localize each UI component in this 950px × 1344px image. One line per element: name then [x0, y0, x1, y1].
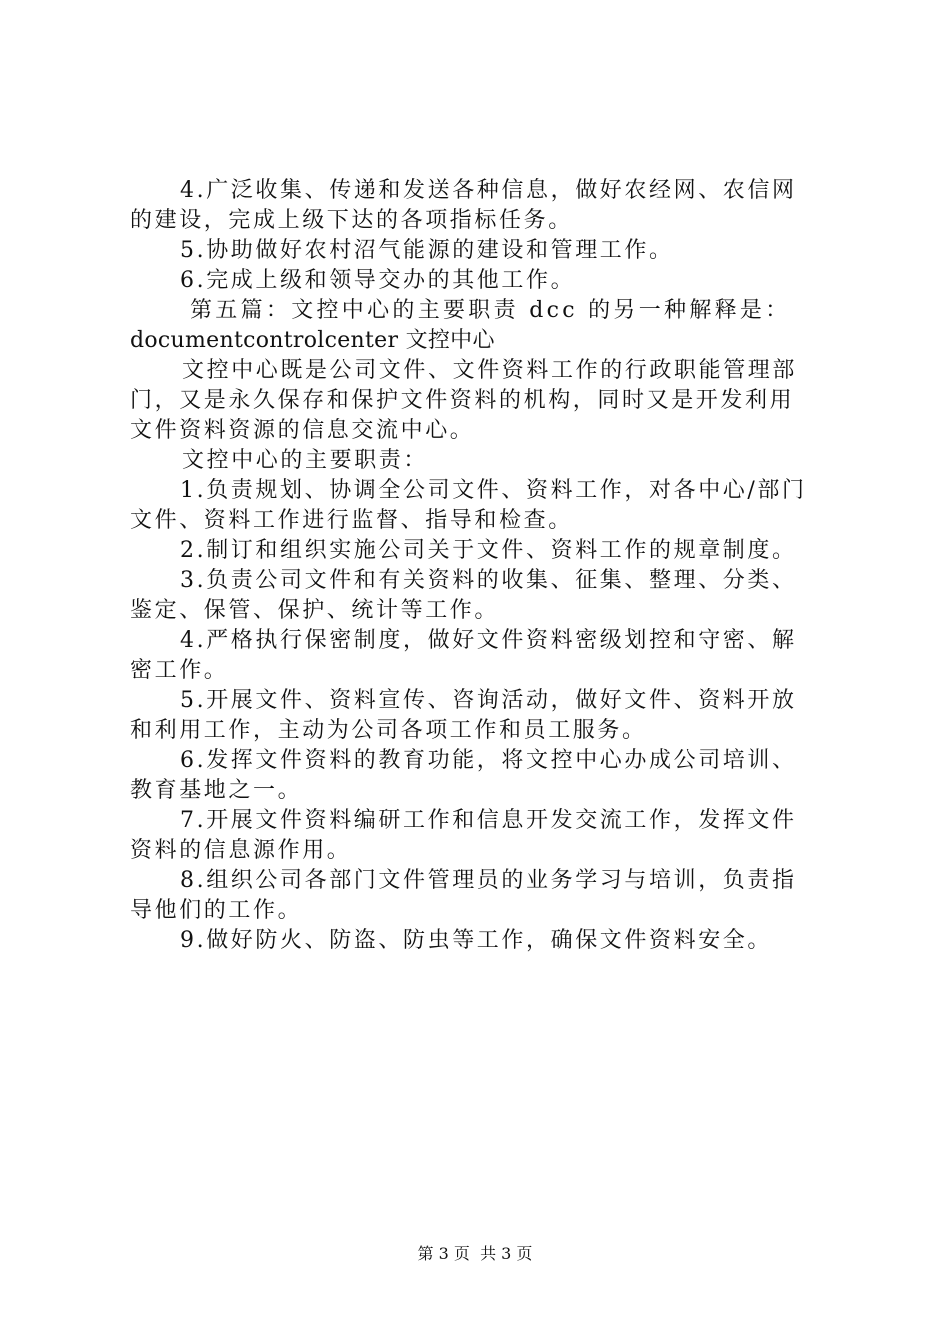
- text-line: 密工作。: [130, 658, 229, 683]
- text-line: 文控中心既是公司文件、文件资料工作的行政职能管理部: [182, 358, 798, 383]
- text-line: 教育基地之一。: [130, 778, 303, 803]
- text-line: 资料的信息源作用。: [130, 838, 352, 863]
- text-line: 的建设，完成上级下达的各项指标任务。: [130, 208, 573, 233]
- text-line: 8.组织公司各部门文件管理员的业务学习与培训，负责指: [180, 868, 797, 893]
- page-footer: [0, 1243, 950, 1265]
- text-line: 9.做好防火、防盗、防虫等工作，确保文件资料安全。: [180, 928, 772, 953]
- text-line: 文件、资料工作进行监督、指导和检查。: [130, 508, 573, 533]
- text-line: 1.负责规划、协调全公司文件、资料工作，对各中心/部门: [180, 478, 807, 503]
- text-line: 和利用工作，主动为公司各项工作和员工服务。: [130, 718, 647, 743]
- text-line: 7.开展文件资料编研工作和信息开发交流工作，发挥文件: [180, 808, 797, 833]
- text-line: 6.发挥文件资料的教育功能，将文控中心办成公司培训、: [180, 748, 797, 773]
- document-body: [130, 176, 830, 956]
- text-line: 5.协助做好农村沼气能源的建设和管理工作。: [180, 238, 674, 263]
- text-line: 6.完成上级和领导交办的其他工作。: [180, 268, 576, 293]
- text-line: 导他们的工作。: [130, 898, 303, 923]
- text-line: 门，又是永久保存和保护文件资料的机构，同时又是开发利用: [130, 388, 795, 413]
- text-line: 文件资料资源的信息交流中心。: [130, 418, 475, 443]
- text-line: 鉴定、保管、保护、统计等工作。: [130, 598, 500, 623]
- text-line: 5.开展文件、资料宣传、咨询活动，做好文件、资料开放: [180, 688, 797, 713]
- text-line: 2.制订和组织实施公司关于文件、资料工作的规章制度。: [180, 538, 797, 563]
- section-heading: 第五篇：文控中心的主要职责 dcc 的另一种解释是：: [190, 298, 791, 323]
- text-line: 4.广泛收集、传递和发送各种信息，做好农经网、农信网: [180, 178, 797, 203]
- section-heading-continuation: documentcontrolcenter 文控中心: [130, 328, 495, 353]
- subheading: 文控中心的主要职责：: [182, 448, 429, 473]
- page-number-label: 第 3 页 共 3 页: [417, 1244, 533, 1263]
- text-line: 3.负责公司文件和有关资料的收集、征集、整理、分类、: [180, 568, 797, 593]
- text-line: 4.严格执行保密制度，做好文件资料密级划控和守密、解: [180, 628, 797, 653]
